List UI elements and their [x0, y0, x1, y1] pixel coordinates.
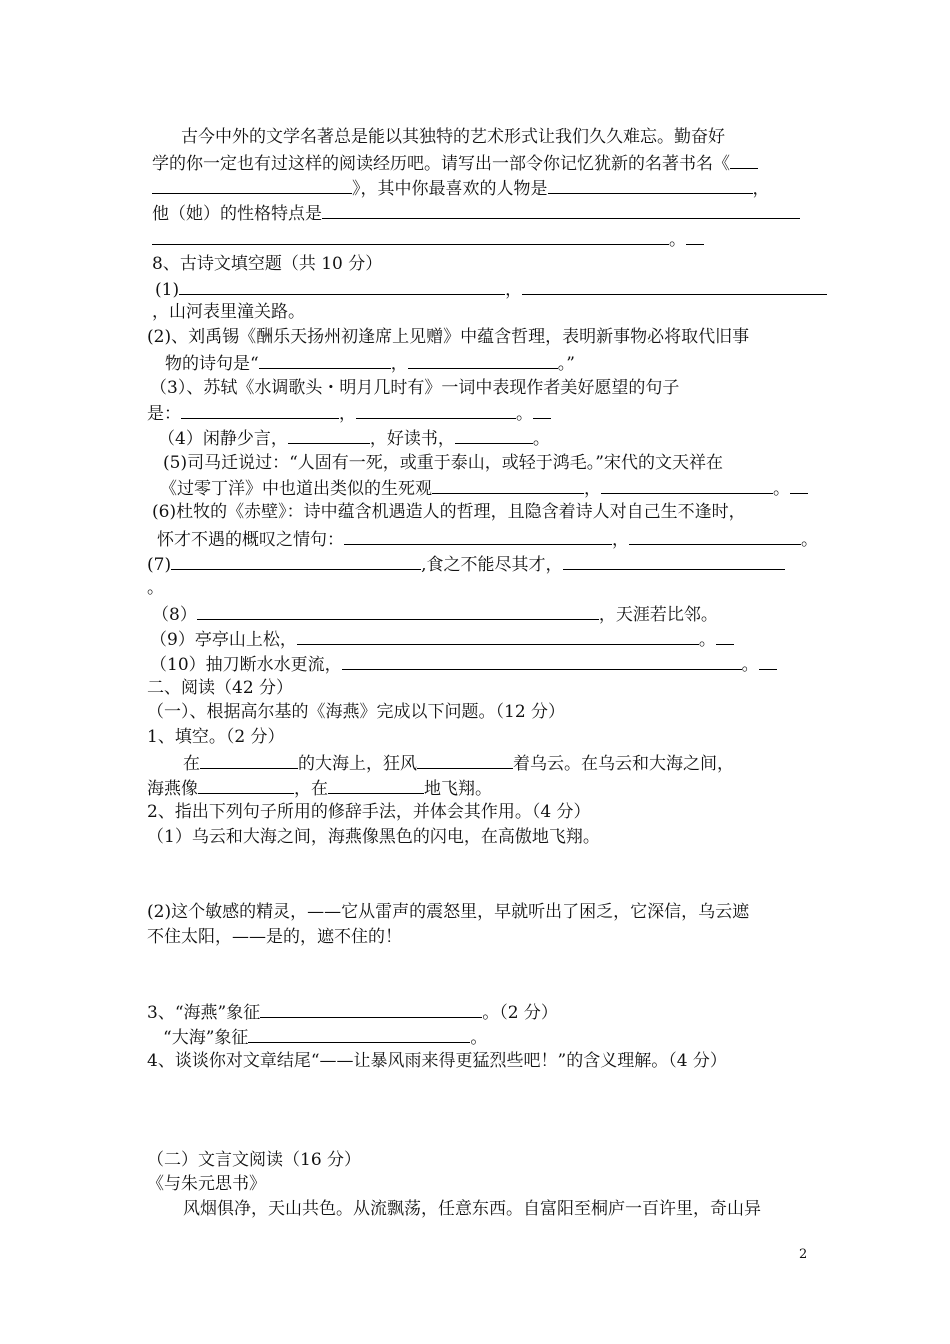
q8-1-tail: ，山河表里潼关路。	[152, 302, 305, 322]
r-q3-end: 。（2 分）	[482, 1003, 558, 1023]
q8-6-lead: 怀才不遇的概叹之情句：	[157, 530, 344, 550]
q8-1-blank-b[interactable]	[522, 276, 827, 295]
q8-2-blank-b[interactable]	[408, 350, 558, 369]
r-q3-cont	[163, 1024, 487, 1050]
q8-2-lead: 物的诗句是“	[165, 354, 259, 374]
r-q1-blank-a[interactable]	[200, 750, 298, 769]
trait-blank-c[interactable]	[686, 226, 704, 245]
q8-5-blank-a[interactable]	[432, 475, 584, 494]
section-8-title-text: 8、古诗文填空题（共 10 分）	[152, 254, 383, 274]
q8-5-end: 。	[773, 479, 790, 499]
page-number-text: 2	[799, 1247, 808, 1262]
q8-7-mid: ,食之不能尽其才，	[421, 555, 563, 575]
r-q1-blank-c[interactable]	[198, 775, 294, 794]
intro-text-4: 他（她）的性格特点是	[152, 204, 322, 224]
section-2-title-text: 二、阅读（42 分）	[147, 678, 294, 698]
r-q1-blank-b[interactable]	[417, 750, 513, 769]
r-q1-fill-2a: 海燕像	[147, 779, 198, 799]
q8-2-sep: ，	[390, 354, 408, 374]
q8-6-blank-b[interactable]	[629, 526, 801, 545]
q8-3-text: （3）、苏轼《水调歌头・明月几时有》一词中表现作者美好愿望的句子	[150, 378, 680, 398]
q8-9	[150, 626, 734, 652]
r-q2-s1	[147, 825, 600, 849]
r-q3-blank-b[interactable]	[248, 1024, 470, 1043]
q8-4-blank-b[interactable]	[455, 425, 533, 444]
classical-text-line: 风烟俱净，天山共色。从流飘荡，任意东西。自富阳至桐庐一百许里，奇山异	[183, 1199, 761, 1219]
r-q1-fill-1b: 的大海上，狂风	[298, 754, 417, 774]
q8-8	[152, 601, 718, 627]
intro-text-1: 古今中外的文学名著总是能以其独特的艺术形式让我们久久难忘。勤奋好	[181, 127, 725, 147]
r-q3-lead-b: “大海”象征	[163, 1028, 249, 1048]
classical-text	[183, 1197, 761, 1221]
q8-10-end: 。	[741, 655, 759, 675]
q8-1	[155, 276, 827, 302]
r-q1-text: 1、填空。（2 分）	[147, 727, 285, 747]
r-q2-s2-text-a: (2)这个敏感的精灵，——它从雷声的震怒里，早就听出了困乏，它深信，乌云遮	[147, 902, 750, 922]
q8-2-text: (2)、刘禹锡《酬乐天扬州初逢席上见赠》中蕴含哲理，表明新事物必将取代旧事	[147, 327, 750, 347]
q8-10-blank-b[interactable]	[759, 651, 777, 670]
character-blank[interactable]	[548, 175, 753, 194]
q8-5-blank-c[interactable]	[790, 475, 808, 494]
r-q4	[147, 1049, 727, 1073]
q8-5-text: (5)司马迁说过：“人固有一死，或重于泰山，或轻于鸿毛。”宋代的文天祥在	[163, 453, 723, 473]
q8-9-blank[interactable]	[297, 626, 699, 645]
book-title-blank-a[interactable]	[730, 150, 758, 169]
r-q1-fill-1a: 在	[183, 754, 200, 774]
classical-title	[147, 1172, 266, 1196]
q8-9-blank-b[interactable]	[716, 626, 734, 645]
q8-2	[147, 325, 749, 349]
r-q2	[147, 800, 591, 824]
q8-3-sep: ，	[339, 404, 356, 424]
q8-8-tail: ，天涯若比邻。	[598, 605, 718, 625]
classical-title-text: 《与朱元思书》	[147, 1174, 266, 1194]
r-q3-end-b: 。	[470, 1028, 488, 1048]
q8-7-blank-a[interactable]	[171, 551, 421, 570]
intro-text-2: 学的你一定也有过这样的阅读经历吧。请写出一部令你记忆犹新的名著书名《	[152, 154, 730, 174]
section-8-title	[152, 252, 382, 276]
q8-2-end: 。”	[557, 354, 575, 374]
q8-6-text: (6)杜牧的《赤壁》：诗中蕴含机遇造人的哲理，且隐含着诗人对自己生不逢时，	[152, 502, 746, 522]
q8-5-cont	[160, 475, 808, 501]
q8-1-cont	[152, 300, 305, 324]
q8-6	[152, 500, 746, 524]
q8-10-blank[interactable]	[342, 651, 742, 670]
q8-7-end: 。	[147, 578, 164, 598]
intro-end: 。	[669, 230, 686, 250]
q8-3-blank-b[interactable]	[356, 400, 516, 419]
intro-text-3b: ，	[752, 179, 770, 199]
q8-6-cont	[157, 526, 818, 552]
q8-5-sep: ，	[584, 479, 601, 499]
q8-3-end: 。	[516, 404, 533, 424]
q8-1-blank-a[interactable]	[179, 276, 505, 295]
q8-1-num: (1)	[155, 280, 180, 300]
q8-4-blank-a[interactable]	[288, 425, 370, 444]
r-q2-text: 2、指出下列句子所用的修辞手法，并体会其作用。（4 分）	[147, 802, 591, 822]
q8-4-end: 。	[532, 429, 550, 449]
r-q2-s2	[147, 900, 749, 924]
r-q1-fill-2c: 地飞翔。	[424, 779, 492, 799]
q8-4	[158, 425, 550, 451]
q8-3	[150, 376, 679, 400]
q8-3-cont	[147, 400, 551, 426]
q8-4-mid: ，好读书，	[369, 429, 455, 449]
q8-7-cont	[147, 576, 164, 600]
q8-6-sep: ，	[612, 530, 629, 550]
part-1-heading-text: （一）、根据高尔基的《海燕》完成以下问题。（12 分）	[147, 702, 566, 722]
trait-blank-b[interactable]	[152, 226, 669, 245]
intro-line-1	[181, 125, 725, 149]
r-q3-blank-a[interactable]	[260, 999, 482, 1018]
section-2-title	[147, 676, 293, 700]
book-title-blank-b[interactable]	[152, 175, 352, 194]
q8-2-cont	[165, 350, 575, 376]
part-1-heading	[147, 700, 565, 724]
r-q1-fill-2b: ，在	[294, 779, 328, 799]
intro-line-5	[152, 226, 704, 252]
r-q1-fill-1	[183, 750, 734, 776]
q8-4-lead: （4）闲静少言，	[158, 429, 288, 449]
r-q1-fill-1c: 着乌云。在乌云和大海之间，	[513, 754, 734, 774]
q8-7	[147, 551, 785, 577]
r-q3-lead: 3、“海燕”象征	[147, 1003, 261, 1023]
q8-9-lead: （9）亭亭山上松，	[150, 630, 297, 650]
r-q2-s1-text: （1）乌云和大海之间，海燕像黑色的闪电，在高傲地飞翔。	[147, 827, 600, 847]
q8-3-blank-c[interactable]	[533, 400, 551, 419]
q8-7-num: (7)	[147, 555, 172, 575]
q8-8-lead: （8）	[152, 605, 197, 625]
intro-line-4	[152, 200, 800, 226]
r-q1	[147, 725, 285, 749]
part-2-heading-text: （二）文言文阅读（16 分）	[147, 1150, 362, 1170]
r-q2-s2-cont	[147, 925, 402, 949]
q8-8-blank[interactable]	[197, 601, 599, 620]
intro-text-3: 》，其中你最喜欢的人物是	[352, 179, 548, 199]
q8-10-lead: （10）抽刀断水水更流，	[150, 655, 342, 675]
intro-line-3	[152, 175, 770, 201]
part-2-heading	[147, 1148, 361, 1172]
r-q1-blank-d[interactable]	[328, 775, 424, 794]
r-q4-text: 4、谈谈你对文章结尾“——让暴风雨来得更猛烈些吧！”的含义理解。（4 分）	[147, 1051, 727, 1071]
q8-6-blank-a[interactable]	[344, 526, 612, 545]
q8-10	[150, 651, 777, 677]
intro-line-2	[152, 150, 758, 176]
q8-7-blank-b[interactable]	[563, 551, 785, 570]
q8-5-blank-b[interactable]	[601, 475, 773, 494]
q8-5	[163, 451, 723, 475]
q8-3-lead: 是：	[147, 404, 181, 424]
q8-5-lead: 《过零丁洋》中也道出类似的生死观	[160, 479, 432, 499]
q8-2-blank-a[interactable]	[259, 350, 391, 369]
q8-1-sep: ，	[505, 280, 523, 300]
q8-9-end: 。	[698, 630, 716, 650]
r-q3	[147, 999, 558, 1025]
r-q1-fill-2	[147, 775, 492, 801]
r-q2-s2-text-b: 不住太阳，——是的，遮不住的！	[147, 927, 402, 947]
page-number	[799, 1247, 807, 1262]
trait-blank-a[interactable]	[322, 200, 800, 219]
q8-6-end: 。	[801, 530, 818, 550]
q8-3-blank-a[interactable]	[181, 400, 339, 419]
